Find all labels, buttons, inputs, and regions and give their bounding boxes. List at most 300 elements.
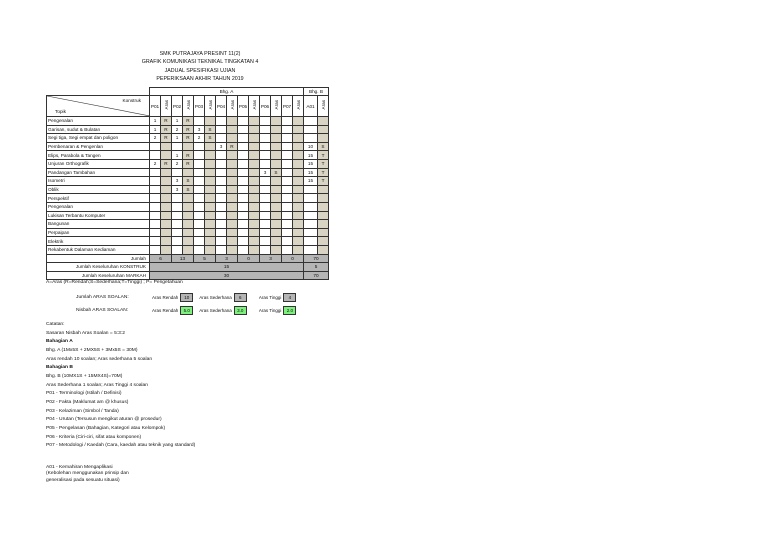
aras-cell: R [183, 151, 194, 160]
aras-cell [205, 211, 216, 220]
count-cell [260, 185, 271, 194]
aras-cell [227, 134, 238, 143]
jumlah-sederhana-value: 6 [234, 293, 247, 302]
count-cell [150, 228, 161, 237]
aras-cell [293, 194, 304, 203]
count-cell [238, 194, 249, 203]
aras-cell: R [161, 125, 172, 134]
count-cell [260, 125, 271, 134]
count-cell [260, 245, 271, 254]
column-header [293, 96, 304, 117]
aras-cell [318, 202, 329, 211]
jumlah-value: 6 [150, 254, 172, 263]
count-cell [238, 245, 249, 254]
ao-line: A01 - Kemahiran Mengaplikasi [46, 465, 113, 470]
aras-cell [205, 228, 216, 237]
aras-cell [161, 237, 172, 246]
count-cell [260, 159, 271, 168]
aras-cell [271, 151, 282, 160]
count-cell [150, 151, 161, 160]
count-cell [260, 228, 271, 237]
count-cell [216, 220, 227, 229]
aras-cell [271, 185, 282, 194]
count-cell [194, 117, 205, 126]
count-cell [194, 177, 205, 186]
aras-cell [227, 245, 238, 254]
aras-cell [227, 168, 238, 177]
jumlah-sederhana-label: Aras Sederhana [199, 295, 232, 300]
nisbah-rendah-label: Aras Rendah [152, 308, 179, 313]
ao-line: (Kebolehan menggunakan prinsip dan [46, 471, 129, 477]
jumlah-tinggi-label: Aras Tinggi [258, 295, 282, 300]
count-cell [216, 185, 227, 194]
aras-cell [249, 194, 260, 203]
topic-cell: Perpaipan [47, 228, 150, 237]
aras-cell [227, 117, 238, 126]
count-cell [238, 202, 249, 211]
count-cell [282, 194, 293, 203]
column-header [271, 96, 282, 117]
jumlah-aras-label: Jumlah ARAS SOALAN: [76, 295, 129, 300]
count-cell [304, 185, 318, 194]
count-cell [150, 220, 161, 229]
count-cell [304, 117, 318, 126]
count-cell [282, 202, 293, 211]
table-body [47, 117, 329, 255]
aras-cell [183, 228, 194, 237]
count-cell [172, 194, 183, 203]
note-line: P05 - Pengelasan (Bahagian, Kategori atau Kelompok) [46, 425, 166, 431]
table-row [47, 151, 329, 160]
count-cell [216, 194, 227, 203]
column-header: P05 [238, 96, 249, 117]
aras-cell: S [271, 168, 282, 177]
aras-header-label: Aras [185, 100, 191, 110]
topic-cell: Perspektif [47, 194, 150, 203]
count-cell: 2 [172, 125, 183, 134]
count-cell: 1 [150, 125, 161, 134]
aras-cell: R [183, 134, 194, 143]
aras-cell [293, 117, 304, 126]
count-cell [260, 194, 271, 203]
jumlah-tinggi-value: 4 [283, 293, 296, 302]
aras-cell [271, 211, 282, 220]
count-cell [238, 185, 249, 194]
count-cell [150, 202, 161, 211]
count-cell [304, 194, 318, 203]
count-cell [260, 177, 271, 186]
aras-cell [293, 228, 304, 237]
note-line: P03 - Kelaziman (Simbol / Tanda) [46, 408, 119, 414]
jumlah-value: 0 [238, 254, 260, 263]
count-cell: 15 [304, 159, 318, 168]
aras-cell: S [205, 134, 216, 143]
nisbah-aras-row [76, 306, 302, 315]
aras-cell [293, 237, 304, 246]
count-cell [194, 185, 205, 194]
aras-cell [318, 117, 329, 126]
table-row [47, 117, 329, 126]
column-header: P03 [194, 96, 205, 117]
aras-cell [249, 220, 260, 229]
column-header [249, 96, 260, 117]
aras-cell [271, 134, 282, 143]
count-cell [150, 177, 161, 186]
aras-cell: R [183, 117, 194, 126]
count-cell [216, 237, 227, 246]
count-cell [216, 228, 227, 237]
aras-cell [205, 159, 216, 168]
aras-cell: S [205, 125, 216, 134]
topic-cell: Bangunan [47, 220, 150, 229]
count-cell [216, 134, 227, 143]
aras-cell [161, 142, 172, 151]
jumlah-value: 3 [260, 254, 282, 263]
count-cell: 2 [150, 134, 161, 143]
topic-cell: Pengenalan [47, 202, 150, 211]
aras-header-label: Aras [295, 100, 301, 110]
aras-cell [249, 117, 260, 126]
table-row [47, 194, 329, 203]
aras-cell [271, 159, 282, 168]
aras-cell: R [227, 142, 238, 151]
count-cell [282, 117, 293, 126]
count-cell [260, 142, 271, 151]
aras-cell [183, 168, 194, 177]
markah-total-a: 30 [150, 271, 304, 280]
column-header: P07 [282, 96, 293, 117]
aras-cell [161, 245, 172, 254]
konstruk-total-a: 15 [150, 263, 304, 272]
count-cell [282, 142, 293, 151]
aras-cell [249, 185, 260, 194]
topic-cell: Pengenalan [47, 117, 150, 126]
count-cell [194, 245, 205, 254]
document-titles [100, 50, 300, 83]
konstruk-total-label: Jumlah Keseluruhan KONSTRUK [47, 263, 150, 272]
count-cell [304, 245, 318, 254]
count-cell [260, 134, 271, 143]
aras-cell [318, 185, 329, 194]
column-header [205, 96, 216, 117]
aras-cell [318, 194, 329, 203]
count-cell [194, 202, 205, 211]
aras-cell [249, 151, 260, 160]
aras-cell [318, 134, 329, 143]
aras-cell [271, 142, 282, 151]
konstruk-total-row [47, 263, 329, 272]
column-header: P02 [172, 96, 183, 117]
count-cell [150, 185, 161, 194]
konstruk-total-b: 5 [304, 263, 329, 272]
aras-cell [227, 177, 238, 186]
aras-cell [249, 159, 260, 168]
count-cell [238, 237, 249, 246]
aras-cell [293, 245, 304, 254]
count-cell [172, 211, 183, 220]
count-cell [150, 168, 161, 177]
count-cell: 2 [172, 159, 183, 168]
note-line: Bhg. B (10MX1S + 15MX4S)=70M) [46, 373, 123, 379]
count-cell: 2 [194, 134, 205, 143]
aras-cell [249, 237, 260, 246]
aras-cell [205, 168, 216, 177]
aras-cell: R [161, 117, 172, 126]
count-cell [238, 125, 249, 134]
aras-cell [271, 117, 282, 126]
count-cell [282, 228, 293, 237]
aras-cell [293, 159, 304, 168]
count-cell [282, 151, 293, 160]
jumlah-value: 3 [216, 254, 238, 263]
topik-label: Topik [55, 109, 66, 114]
aras-cell [249, 134, 260, 143]
table-row [47, 185, 329, 194]
note-line: Aras rendah 10 soalan; Aras sederhana 5 soalan [46, 356, 153, 362]
aras-cell [227, 194, 238, 203]
jumlah-label: Jumlah [47, 254, 150, 263]
count-cell [238, 220, 249, 229]
count-cell [238, 211, 249, 220]
count-cell [216, 151, 227, 160]
table-row [47, 142, 329, 151]
aras-cell [318, 220, 329, 229]
column-header: P04 [216, 96, 227, 117]
count-cell: 1 [172, 117, 183, 126]
table-row [47, 202, 329, 211]
topic-cell: Segi tiga, Segi empat dan poligon [47, 134, 150, 143]
aras-cell [205, 202, 216, 211]
table-name: JADUAL SPESIFIKASI UJIAN [164, 67, 236, 74]
count-cell: 1 [172, 134, 183, 143]
count-cell: 3 [216, 142, 227, 151]
topic-cell: Unjuran Orthografik [47, 159, 150, 168]
aras-cell [318, 228, 329, 237]
count-cell [282, 177, 293, 186]
aras-cell [205, 177, 216, 186]
aras-cell [161, 151, 172, 160]
aras-cell [227, 159, 238, 168]
count-cell [282, 211, 293, 220]
table-row [47, 237, 329, 246]
count-cell [304, 237, 318, 246]
table-row [47, 177, 329, 186]
aras-cell [205, 194, 216, 203]
count-cell [150, 245, 161, 254]
count-cell [216, 117, 227, 126]
count-cell [238, 117, 249, 126]
aras-cell [227, 237, 238, 246]
nisbah-sederhana-label: Aras Sederhana [199, 308, 232, 313]
count-cell: 10 [304, 142, 318, 151]
aras-cell [293, 168, 304, 177]
count-cell [150, 142, 161, 151]
aras-cell [249, 211, 260, 220]
note-line: P04 - Urutan (Tersusun mengikut aturan @ prosedur) [46, 417, 162, 423]
count-cell: 15 [304, 151, 318, 160]
markah-total-b: 70 [304, 271, 329, 280]
count-cell [172, 202, 183, 211]
aras-cell [227, 202, 238, 211]
count-cell [172, 220, 183, 229]
aras-cell [318, 211, 329, 220]
aras-header-label: Aras [229, 100, 235, 110]
aras-cell [205, 245, 216, 254]
column-header [161, 96, 172, 117]
table-row [47, 134, 329, 143]
aras-cell [227, 125, 238, 134]
aras-header-label: Aras [251, 100, 257, 110]
count-cell [238, 228, 249, 237]
aras-cell [271, 220, 282, 229]
count-cell [260, 220, 271, 229]
aras-cell [318, 237, 329, 246]
jumlah-value: 13 [172, 254, 194, 263]
aras-header-label: Aras [320, 100, 326, 110]
count-cell [304, 202, 318, 211]
aras-cell [205, 142, 216, 151]
ao-line: generalisasi pada sesuatu situasi) [46, 477, 120, 483]
count-cell [194, 151, 205, 160]
aras-cell: T [318, 168, 329, 177]
aras-cell [161, 168, 172, 177]
count-cell [282, 134, 293, 143]
count-cell [282, 185, 293, 194]
count-cell [282, 245, 293, 254]
aras-cell [205, 185, 216, 194]
aras-cell [183, 211, 194, 220]
count-cell [172, 228, 183, 237]
note-line: P01 - Terminologi (Istilah / Definisi) [46, 391, 122, 397]
school-name: SMK PUTRAJAYA PRESINT 11(2) [159, 51, 241, 57]
table-row [47, 245, 329, 254]
aras-cell [293, 125, 304, 134]
aras-cell [249, 245, 260, 254]
count-cell [194, 220, 205, 229]
konstruk-label: Konstruk [122, 98, 141, 103]
aras-cell [205, 237, 216, 246]
count-cell [282, 125, 293, 134]
aras-cell [161, 220, 172, 229]
nisbah-rendah-value: 5.0 [180, 306, 193, 315]
aras-cell [227, 185, 238, 194]
aras-cell [161, 194, 172, 203]
aras-cell [227, 211, 238, 220]
count-cell [194, 194, 205, 203]
bhg-a-header: Bhg. A [150, 88, 304, 96]
count-cell [282, 168, 293, 177]
topic-cell: Pandangan Tambahan [47, 168, 150, 177]
aras-cell [183, 194, 194, 203]
column-header [183, 96, 194, 117]
note-line: Catatan: [46, 322, 65, 327]
bhg-b-header: Bhg. B [304, 88, 329, 96]
aras-cell [293, 134, 304, 143]
aras-cell [205, 220, 216, 229]
column-header: A01 [304, 96, 318, 117]
aras-cell [183, 237, 194, 246]
count-cell [150, 237, 161, 246]
aras-cell [227, 220, 238, 229]
aras-cell [293, 202, 304, 211]
aras-cell: S [183, 185, 194, 194]
count-cell [194, 142, 205, 151]
aras-header-label: Aras [207, 100, 213, 110]
column-header [227, 96, 238, 117]
count-cell: 1 [172, 151, 183, 160]
count-cell [260, 117, 271, 126]
aras-cell [183, 142, 194, 151]
topic-cell: Oblik [47, 185, 150, 194]
count-cell [216, 177, 227, 186]
legend: A=Aras (R=Rendah;S=Sederhana;T=Tinggi) ; P= Pengetahuan [46, 280, 183, 285]
column-header: P01 [150, 96, 161, 117]
jumlah-value: 0 [282, 254, 304, 263]
aras-cell [161, 228, 172, 237]
count-cell [282, 220, 293, 229]
nisbah-sederhana-value: 3.0 [234, 306, 247, 315]
count-cell [238, 177, 249, 186]
note-line: Sasaran Nisbah Aras Soalan = 5:3:2 [46, 330, 125, 336]
aras-cell: T [318, 177, 329, 186]
count-cell [216, 168, 227, 177]
aras-cell [227, 151, 238, 160]
table-row [47, 159, 329, 168]
topic-cell: Lukisan Terbantu Komputer [47, 211, 150, 220]
count-cell [150, 194, 161, 203]
jumlah-aras-row [76, 293, 302, 302]
exam-name: PEPERIKSAAN AKHIR TAHUN 2019 [156, 75, 244, 82]
note-line: P02 - Fakta (Maklumat am @ khusus) [46, 399, 129, 405]
aras-cell: R [183, 125, 194, 134]
column-header: P06 [260, 96, 271, 117]
aras-cell [271, 177, 282, 186]
count-cell [216, 159, 227, 168]
count-cell [304, 134, 318, 143]
aras-cell [271, 202, 282, 211]
topic-cell: Garisan, sudut & Bulatan [47, 125, 150, 134]
aras-cell [249, 202, 260, 211]
count-cell [172, 168, 183, 177]
table-row [47, 211, 329, 220]
note-line: Aras Sederhana 1 soalan; Aras Tinggi 4 soalan [46, 382, 148, 388]
aras-cell [271, 194, 282, 203]
table-row [47, 228, 329, 237]
count-cell [260, 151, 271, 160]
aras-cell: T [318, 151, 329, 160]
count-cell: 15 [304, 168, 318, 177]
count-cell [282, 237, 293, 246]
count-cell [194, 228, 205, 237]
table-row [47, 125, 329, 134]
count-cell: 15 [304, 177, 318, 186]
aras-cell: R [183, 159, 194, 168]
aras-cell: S [318, 142, 329, 151]
aras-cell [271, 237, 282, 246]
aras-cell [161, 177, 172, 186]
count-cell [216, 211, 227, 220]
note-line: P06 - Kriteria (Ciri-ciri, sifat atau komponen) [46, 434, 142, 440]
count-cell [304, 220, 318, 229]
aras-cell [293, 177, 304, 186]
count-cell [238, 134, 249, 143]
count-cell [238, 159, 249, 168]
subject-name: GRAFIK KOMUNIKASI TEKNIKAL TINGKATAN 4 [141, 59, 259, 66]
count-cell [282, 159, 293, 168]
aras-cell: T [318, 159, 329, 168]
aras-cell [318, 125, 329, 134]
aras-cell [293, 211, 304, 220]
